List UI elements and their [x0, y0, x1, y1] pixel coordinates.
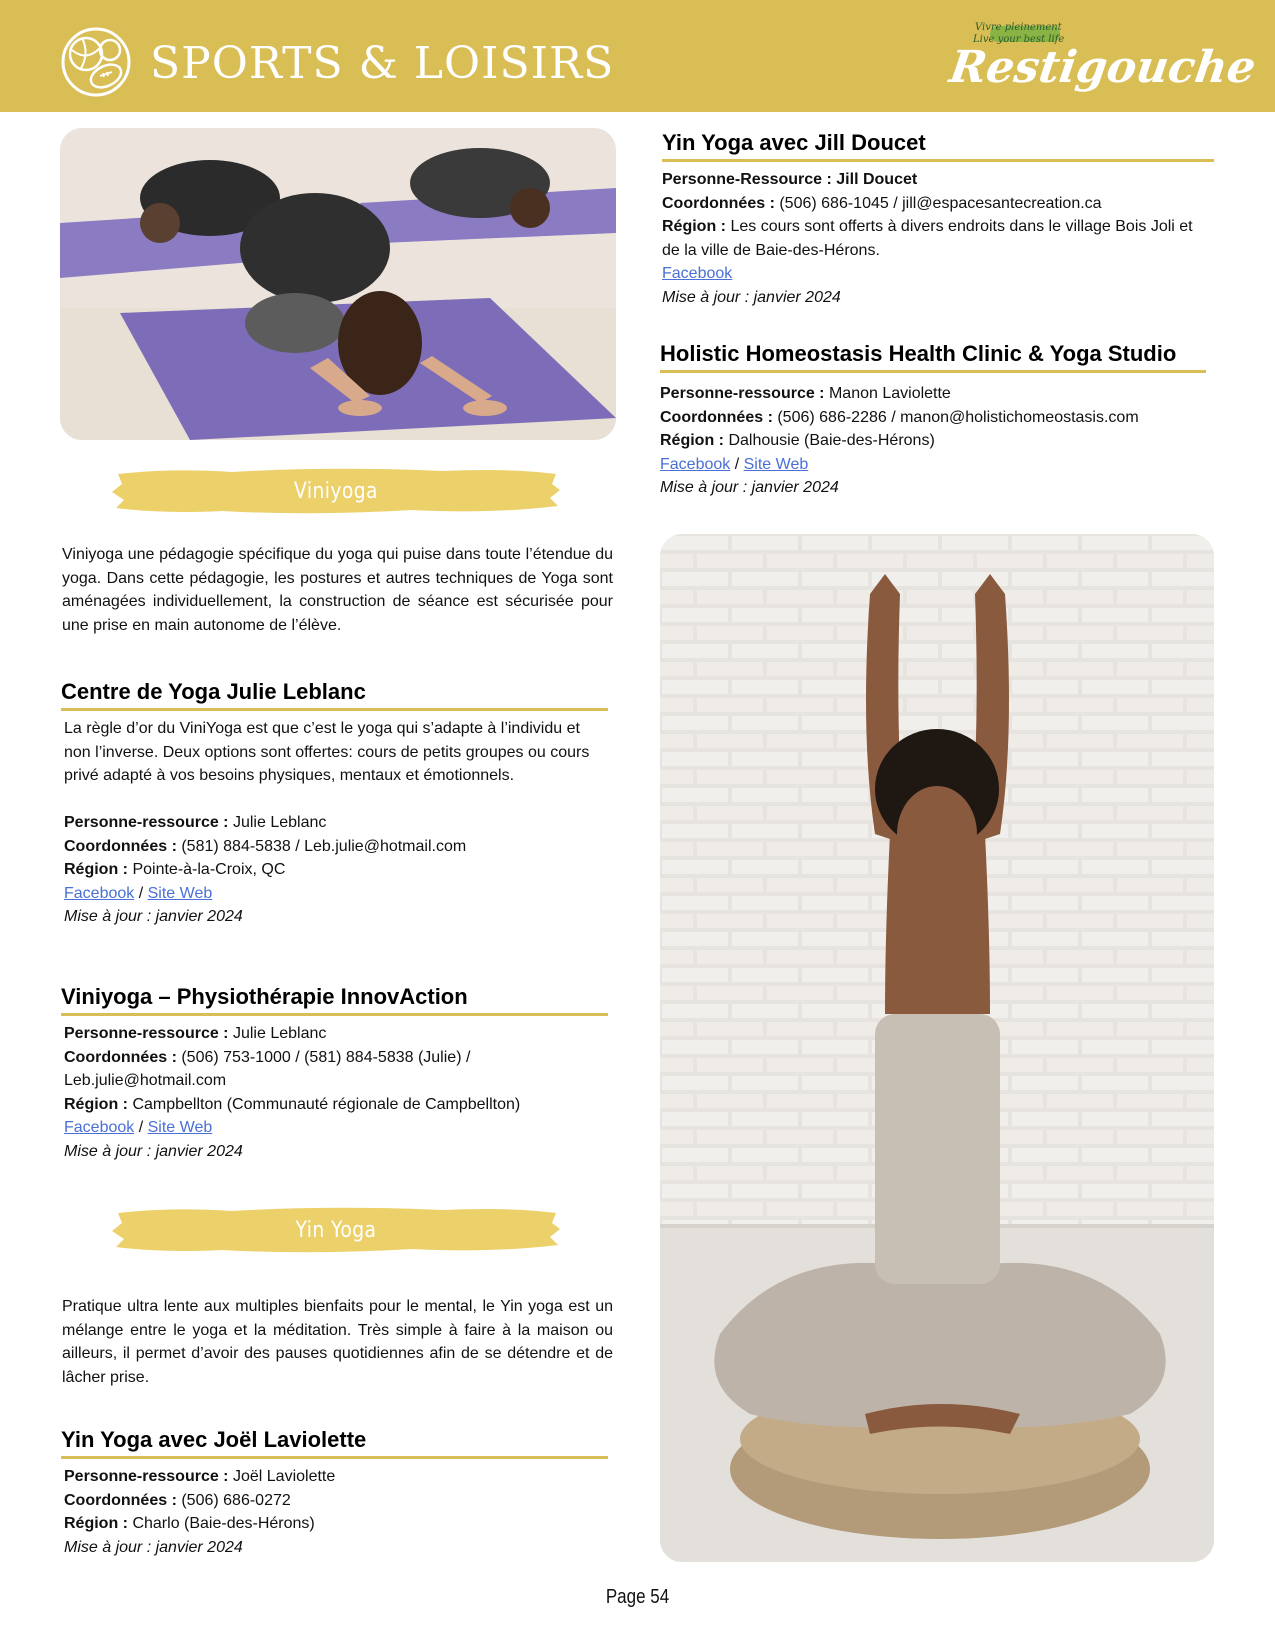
link-separator: / — [734, 455, 740, 473]
link-separator: / — [138, 1119, 144, 1136]
region-value: Les cours sont offerts à divers endroits dans le village Bois Joli et de la ville de Baie-des-Hérons. — [662, 218, 1193, 259]
viniyoga-heading-text: Viniyoga — [294, 478, 378, 504]
region-line — [64, 1093, 608, 1117]
meditation-photo — [660, 534, 1214, 1562]
logo-tagline-en: Live your best life — [973, 34, 1065, 45]
coords-line — [660, 406, 1206, 430]
contact-line — [64, 811, 608, 835]
website-link[interactable]: Site Web — [147, 1119, 213, 1136]
website-link[interactable]: Site Web — [147, 884, 213, 902]
region-value: Campbellton (Communauté régionale de Campbellton) — [132, 1095, 521, 1113]
page-header — [0, 0, 1275, 112]
viniyoga-description: Viniyoga une pédagogie spécifique du yoga qui puise dans toute l’étendue du yoga. Dans cette pédagogie, les postures et autres techniques de Yoga sont aménagées individuellement, la construction de séance est sécurisée pour une prise en main autonome de l’élève. — [62, 546, 613, 634]
coords-line — [64, 1046, 608, 1070]
contact-line: Personne-Ressource : Jill Doucet — [662, 171, 918, 188]
region-label: Région : — [660, 432, 724, 449]
region-label: Région : — [662, 218, 726, 235]
update-date: Mise à jour : janvier 2024 — [662, 288, 841, 306]
entry-holistic-homeostasis — [660, 341, 1206, 500]
links-line — [64, 1116, 608, 1140]
update-date: Mise à jour : janvier 2024 — [64, 908, 243, 925]
sports-balls-icon — [60, 26, 132, 98]
contact-line — [64, 1465, 608, 1489]
entry-title: Viniyoga – Physiothérapie InnovAction — [61, 984, 608, 1016]
entry-physiotherapie-innovaction — [61, 984, 608, 1163]
yin-yoga-section-heading — [112, 1205, 560, 1255]
entry-yin-yoga-jill-doucet — [662, 130, 1214, 309]
coords-line — [64, 1489, 608, 1513]
restigouche-logo — [945, 18, 1259, 108]
logo-tagline-fr: Vivre pleinement — [975, 22, 1062, 33]
coords-email: Leb.julie@hotmail.com — [64, 1072, 227, 1089]
yin-yoga-heading-text: Yin Yoga — [295, 1217, 377, 1243]
page-number: Page 54 — [605, 1586, 670, 1608]
coords-value: (506) 686-2286 / manon@holistichomeostasis.com — [777, 408, 1139, 426]
region-line — [660, 429, 1206, 453]
region-label: Région : — [64, 1515, 128, 1532]
contact-name: Julie Leblanc — [232, 814, 327, 831]
entry-intro: La règle d’or du ViniYoga est que c’est le yoga qui s’adapte à l’individu et non l’inverse. Deux options sont offertes: cours de petits groupes ou cours privé adapté à vos besoins physiques, mentaux et émotionnels. — [64, 720, 590, 784]
facebook-link[interactable]: Facebook — [662, 265, 733, 282]
coords-label: Coordonnées : — [64, 1491, 177, 1509]
entry-title: Yin Yoga avec Joël Laviolette — [61, 1427, 608, 1459]
region-value: Pointe-à-la-Croix, QC — [132, 861, 286, 878]
contact-name: Joël Laviolette — [232, 1468, 336, 1485]
update-date: Mise à jour : janvier 2024 — [64, 1142, 243, 1160]
contact-name: Manon Laviolette — [828, 385, 951, 402]
contact-label: Personne-ressource : — [64, 1468, 229, 1485]
region-line — [662, 215, 1214, 262]
viniyoga-section-heading — [112, 466, 560, 516]
contact-label: Personne-ressource : — [64, 814, 229, 831]
link-separator: / — [138, 884, 144, 902]
contact-label: Personne-ressource : — [64, 1025, 229, 1042]
region-label: Région : — [64, 861, 128, 878]
region-value: Dalhousie (Baie-des-Hérons) — [728, 432, 935, 449]
coords-line — [64, 835, 608, 859]
coords-label: Coordonnées : — [660, 408, 773, 426]
coords-label: Coordonnées : — [64, 837, 177, 855]
facebook-link[interactable]: Facebook — [660, 455, 731, 473]
coords-value: (581) 884-5838 / Leb.julie@hotmail.com — [181, 837, 467, 855]
logo-wordmark: Restigouche — [946, 42, 1259, 93]
region-value: Charlo (Baie-des-Hérons) — [132, 1515, 315, 1532]
region-line — [64, 858, 608, 882]
coords-label: Coordonnées : — [64, 1048, 177, 1066]
entry-centre-yoga-julie-leblanc — [61, 679, 608, 929]
facebook-link[interactable]: Facebook — [64, 884, 135, 902]
coords-value: (506) 686-0272 — [181, 1491, 291, 1509]
links-line — [662, 262, 1214, 286]
region-line — [64, 1512, 608, 1536]
entry-title: Yin Yoga avec Jill Doucet — [662, 130, 1214, 162]
entry-yin-yoga-joel-laviolette — [61, 1427, 608, 1559]
update-date: Mise à jour : janvier 2024 — [64, 1538, 243, 1556]
website-link[interactable]: Site Web — [743, 455, 809, 473]
contact-line — [64, 1022, 608, 1046]
page-title: SPORTS & LOISIRS — [150, 38, 615, 89]
update-date: Mise à jour : janvier 2024 — [660, 479, 839, 496]
coords-value: (506) 753-1000 / (581) 884-5838 (Julie) / — [181, 1048, 471, 1066]
facebook-link[interactable]: Facebook — [64, 1119, 135, 1136]
coords-label: Coordonnées : — [662, 194, 775, 212]
entry-title: Centre de Yoga Julie Leblanc — [61, 679, 608, 711]
yoga-class-photo — [60, 128, 616, 440]
coords-value: (506) 686-1045 / jill@espacesantecreation.ca — [779, 194, 1102, 212]
links-line — [64, 882, 608, 906]
links-line — [660, 453, 1206, 477]
coords-line — [662, 192, 1214, 216]
entry-title: Holistic Homeostasis Health Clinic & Yoga Studio — [660, 341, 1206, 373]
yin-yoga-description: Pratique ultra lente aux multiples bienfaits pour le mental, le Yin yoga est un mélange entre le yoga et la méditation. Très simple à faire à la maison ou ailleurs, il permet d’avoir des pauses quotidiennes afin de se détendre et de lâcher prise. — [62, 1298, 613, 1386]
region-label: Région : — [64, 1095, 128, 1113]
contact-name: Julie Leblanc — [232, 1025, 327, 1042]
contact-line — [660, 382, 1206, 406]
contact-label: Personne-ressource : — [660, 385, 825, 402]
